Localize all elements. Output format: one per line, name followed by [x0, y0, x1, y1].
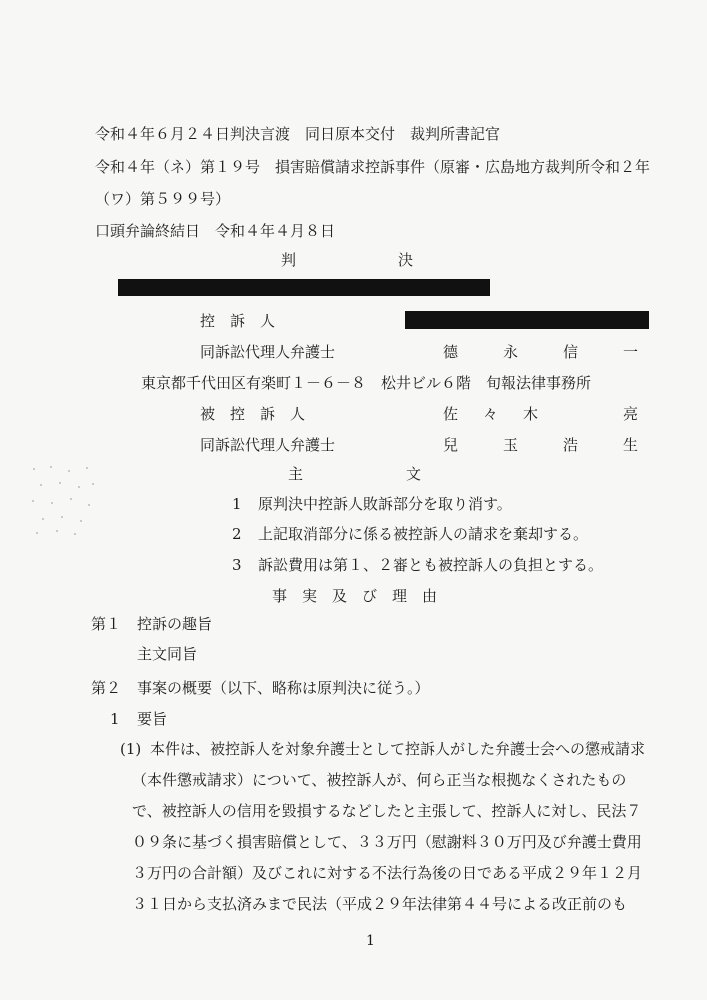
oral-argument-end-date: 口頭弁論終結日 令和４年４月８日 [95, 222, 336, 240]
paragraph-1-line-4: ０９条に基づく損害賠償として、３３万円（慰謝料３０万円及び弁護士費用 [132, 833, 642, 851]
scan-speckle [28, 462, 98, 537]
appellee-name-4: 亮 [623, 405, 639, 423]
appellant-label: 控 訴 人 [200, 312, 276, 330]
appellee-counsel-name-4: 生 [623, 436, 639, 454]
section-2-title: 事案の概要（以下、略称は原判決に従う。） [137, 679, 430, 697]
header-line-1: 令和４年６月２４日判決言渡 同日原本交付 裁判所書記官 [95, 125, 501, 143]
shubun-item-2-text: 上記取消部分に係る被控訴人の請求を棄却する。 [258, 525, 589, 543]
shubun-heading-right: 文 [406, 465, 422, 483]
subsection-1-number: 1 [110, 710, 120, 728]
paragraph-1-line-1: 本件は、被控訴人を対象弁護士として控訴人がした弁護士会への懲戒請求 [150, 740, 646, 758]
shubun-item-3-number: 3 [232, 556, 242, 574]
appellee-name-2: 々 [483, 405, 499, 423]
judgment-title-right: 決 [398, 251, 414, 269]
appellee-counsel-label: 同訴訟代理人弁護士 [200, 436, 336, 454]
header-line-2: 令和４年（ネ）第１９号 損害賠償請求控訴事件（原審・広島地方裁判所令和２年 [95, 158, 651, 176]
section-1-number: 第１ [91, 615, 122, 633]
paragraph-1-line-5: ３万円の合計額）及びこれに対する不法行為後の日である平成２９年１２月 [132, 864, 643, 882]
appellant-counsel-name-4: 一 [623, 343, 639, 361]
shubun-item-1-text: 原判決中控訴人敗訴部分を取り消す。 [258, 495, 512, 513]
appellant-counsel-name-2: 永 [503, 343, 519, 361]
header-line-3: （ワ）第５９９号） [95, 190, 231, 208]
shubun-item-2-number: 2 [232, 525, 242, 543]
appellee-name-3: 木 [523, 405, 539, 423]
shubun-item-1-number: 1 [232, 495, 242, 513]
redaction-bar [118, 279, 490, 296]
appellant-counsel-label: 同訴訟代理人弁護士 [200, 343, 336, 361]
appellee-label: 被 控 訴 人 [200, 405, 306, 423]
appellant-counsel-name-3: 信 [563, 343, 579, 361]
paragraph-1-line-2: （本件懲戒請求）について、被控訴人が、何ら正当な根拠なくされたもの [132, 771, 627, 789]
paragraph-1-line-6: ３１日から支払済みまで民法（平成２９年法律第４４号による改正前のも [132, 895, 628, 913]
facts-and-reasons-heading: 事 実 及 び 理 由 [272, 587, 438, 605]
appellee-name-1: 佐 [443, 405, 459, 423]
section-2-number: 第２ [91, 679, 122, 697]
section-1-title: 控訴の趣旨 [137, 615, 213, 633]
appellee-counsel-name-1: 兒 [443, 436, 459, 454]
subsection-1-title: 要旨 [137, 710, 168, 728]
appellant-counsel-name-1: 德 [443, 343, 459, 361]
appellant-name-redaction [405, 311, 649, 329]
shubun-heading-left: 主 [288, 465, 304, 483]
page-number: 1 [366, 933, 375, 949]
shubun-item-3-text: 訴訟費用は第１、２審とも被控訴人の負担とする。 [258, 556, 604, 574]
paragraph-1-number: (1) [120, 740, 142, 758]
appellee-counsel-name-2: 玉 [503, 436, 519, 454]
law-office-address: 東京都千代田区有楽町１－６－８ 松井ビル６階 旬報法律事務所 [141, 374, 592, 392]
appellee-counsel-name-3: 浩 [563, 436, 579, 454]
paragraph-1-line-3: で、被控訴人の信用を毀損するなどしたと主張して、控訴人に対し、民法７ [132, 802, 642, 820]
judgment-title-left: 判 [281, 251, 297, 269]
section-1-body: 主文同旨 [137, 645, 198, 663]
